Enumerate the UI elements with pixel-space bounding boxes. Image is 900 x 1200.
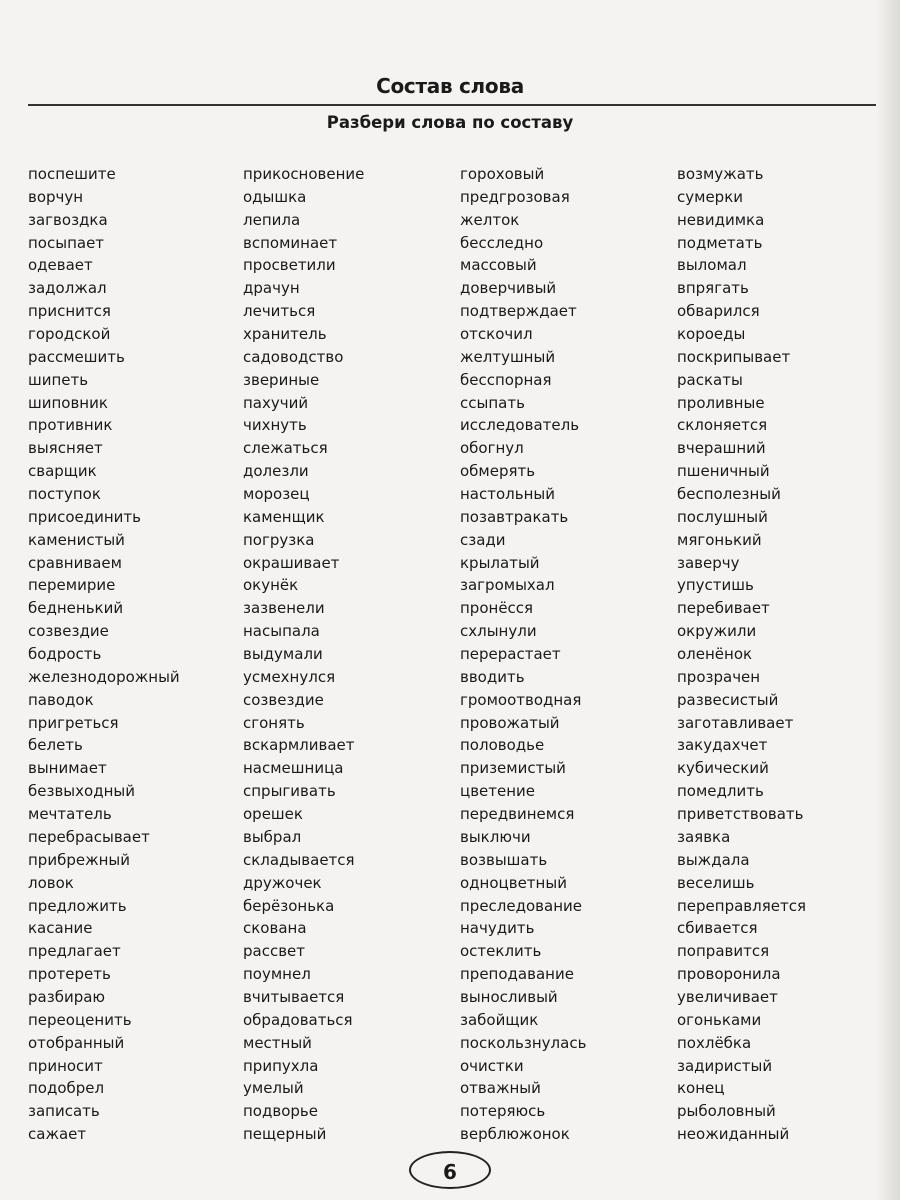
word-item: умелый [243, 1079, 304, 1098]
word-item: городской [28, 325, 111, 344]
word-item: приносит [28, 1056, 103, 1075]
word-item: обогнул [460, 439, 524, 458]
word-item: паводок [28, 690, 94, 709]
word-item: бесполезный [677, 485, 781, 504]
word-item: преследование [460, 896, 582, 915]
word-item: цветение [460, 782, 536, 801]
word-item: заявка [677, 827, 731, 846]
word-item: железнодорожный [28, 667, 180, 686]
word-item: вчитывается [243, 987, 345, 1006]
word-item: вводить [460, 667, 525, 686]
word-item: перебивает [677, 599, 770, 618]
word-item: ссыпать [460, 393, 525, 412]
word-item: шипеть [28, 370, 89, 389]
word-item: исследователь [460, 416, 580, 435]
word-item: записать [28, 1102, 100, 1121]
word-item: отскочил [460, 325, 533, 344]
word-item: местный [243, 1033, 312, 1052]
word-item: массовый [460, 256, 537, 275]
word-item: окунёк [243, 576, 299, 595]
word-item: одноцветный [460, 873, 567, 892]
word-item: хранитель [243, 325, 327, 344]
word-item: верблюжонок [460, 1125, 570, 1144]
word-item: противник [28, 416, 113, 435]
word-item: забойщик [460, 1010, 539, 1029]
word-item: мечтатель [28, 805, 112, 824]
word-item: звериные [243, 370, 320, 389]
word-column-2 [243, 163, 364, 1146]
word-item: подобрел [28, 1079, 105, 1098]
word-item: проворонила [677, 965, 781, 984]
word-item: шиповник [28, 393, 108, 412]
word-item: помедлить [677, 782, 764, 801]
word-item: обварился [677, 302, 760, 321]
word-item: приземистый [460, 759, 566, 778]
word-item: сварщик [28, 462, 97, 481]
word-item: начудить [460, 919, 535, 938]
word-item: закудахчет [677, 736, 768, 755]
word-item: перерастает [460, 645, 561, 664]
word-item: созвездие [28, 622, 109, 641]
word-item: возвышать [460, 850, 548, 869]
word-item: бедненький [28, 599, 124, 618]
word-item: пригреться [28, 713, 119, 732]
word-item: веселишь [677, 873, 755, 892]
word-item: перемирие [28, 576, 116, 595]
word-item: прибрежный [28, 850, 130, 869]
word-item: вынимает [28, 759, 107, 778]
word-item: предлагает [28, 942, 121, 961]
word-item: провожатый [460, 713, 560, 732]
word-item: приветствовать [677, 805, 804, 824]
word-item: остеклить [460, 942, 542, 961]
word-item: прикосновение [243, 165, 365, 183]
word-item: одевает [28, 256, 93, 275]
word-item: рассмешить [28, 347, 125, 366]
word-item: бесспорная [460, 370, 552, 389]
word-item: ворчун [28, 187, 84, 206]
word-item: выясняет [28, 439, 103, 458]
word-item: пронёсся [460, 599, 534, 618]
word-column-3 [460, 163, 586, 1146]
word-item: усмехнулся [243, 667, 336, 686]
word-item: вскармливает [243, 736, 355, 755]
word-item: протереть [28, 965, 111, 984]
word-item: преподавание [460, 965, 574, 984]
word-item: вчерашний [677, 439, 766, 458]
word-item: подтверждает [460, 302, 577, 321]
word-item: огоньками [677, 1010, 762, 1029]
word-item: прозрачен [677, 667, 761, 686]
word-item: перебрасывает [28, 827, 150, 846]
word-item: отобранный [28, 1033, 125, 1052]
word-item: предгрозовая [460, 187, 570, 206]
word-item: подметать [677, 233, 763, 252]
word-item: доверчивый [460, 279, 557, 298]
word-item: каменистый [28, 530, 125, 549]
word-item: сбивается [677, 919, 758, 938]
word-item: задолжал [28, 279, 107, 298]
word-item: конец [677, 1079, 725, 1098]
word-item: сгонять [243, 713, 305, 732]
word-item: громоотводная [460, 690, 582, 709]
word-item: поступок [28, 485, 101, 504]
word-item: драчун [243, 279, 300, 298]
word-item: припухла [243, 1056, 319, 1075]
word-item: желток [460, 210, 520, 229]
word-item: задиристый [677, 1056, 773, 1075]
word-item: берёзонька [243, 896, 335, 915]
word-item: настольный [460, 485, 555, 504]
word-item: склоняется [677, 416, 768, 435]
word-item: обрадоваться [243, 1010, 353, 1029]
word-item: подворье [243, 1102, 318, 1121]
word-item: неожиданный [677, 1125, 790, 1144]
word-item: потеряюсь [460, 1102, 546, 1121]
word-item: насмешница [243, 759, 344, 778]
word-item: бесследно [460, 233, 544, 252]
word-item: пшеничный [677, 462, 770, 481]
word-item: поскрипывает [677, 347, 791, 366]
word-item: мягонький [677, 530, 762, 549]
word-item: похлёбка [677, 1033, 752, 1052]
word-item: пахучий [243, 393, 309, 412]
word-item: сумерки [677, 187, 743, 206]
word-item: спрыгивать [243, 782, 336, 801]
word-item: выносливый [460, 987, 558, 1006]
word-item: безвыходный [28, 782, 135, 801]
word-item: увеличивает [677, 987, 778, 1006]
word-item: окрашивает [243, 553, 340, 572]
word-item: возмужать [677, 165, 764, 183]
word-item: лепила [243, 210, 301, 229]
word-item: складывается [243, 850, 355, 869]
word-item: поправится [677, 942, 770, 961]
word-item: обмерять [460, 462, 536, 481]
word-item: выбрал [243, 827, 302, 846]
word-item: поспешите [28, 165, 116, 183]
word-item: орешек [243, 805, 303, 824]
word-item: упустишь [677, 576, 754, 595]
word-item: отважный [460, 1079, 541, 1098]
word-item: сравниваем [28, 553, 122, 572]
word-item: посыпает [28, 233, 105, 252]
page-title: Состав слова [376, 74, 524, 98]
word-item: зазвенели [243, 599, 325, 618]
word-item: позавтракать [460, 507, 569, 526]
word-item: долезли [243, 462, 309, 481]
word-item: выждала [677, 850, 750, 869]
page-edge-shadow [876, 0, 900, 1200]
word-item: присоединить [28, 507, 141, 526]
word-column-4 [677, 163, 806, 1146]
word-item: загвоздка [28, 210, 108, 229]
word-item: дружочек [243, 873, 322, 892]
word-item: поумнел [243, 965, 311, 984]
word-item: погрузка [243, 530, 315, 549]
word-item: пещерный [243, 1125, 327, 1144]
word-item: заготавливает [677, 713, 794, 732]
word-item: слежаться [243, 439, 328, 458]
word-item: рыболовный [677, 1102, 776, 1121]
word-item: загромыхал [460, 576, 555, 595]
task-instruction: Разбери слова по составу [326, 113, 574, 132]
word-item: каменщик [243, 507, 325, 526]
word-item: просветили [243, 256, 336, 275]
word-item: выломал [677, 256, 747, 275]
word-item: послушный [677, 507, 768, 526]
word-item: вспоминает [243, 233, 338, 252]
word-item: лечиться [243, 302, 316, 321]
word-item: схлынули [460, 622, 537, 641]
word-item: переправляется [677, 896, 806, 915]
word-item: короеды [677, 325, 746, 344]
word-item: крылатый [460, 553, 540, 572]
word-item: садоводство [243, 347, 344, 366]
word-item: выключи [460, 827, 531, 846]
word-item: переоценить [28, 1010, 132, 1029]
word-item: касание [28, 919, 93, 938]
word-item: насыпала [243, 622, 320, 641]
word-item: предложить [28, 896, 127, 915]
word-item: развесистый [677, 690, 779, 709]
word-item: морозец [243, 485, 310, 504]
page-number: 6 [409, 1151, 491, 1189]
word-column-1 [28, 163, 180, 1146]
word-item: сажает [28, 1125, 87, 1144]
word-item: одышка [243, 187, 307, 206]
word-item: гороховый [460, 165, 545, 183]
word-item: кубический [677, 759, 769, 778]
word-item: передвинемся [460, 805, 575, 824]
word-item: скована [243, 919, 307, 938]
word-item: впрягать [677, 279, 749, 298]
word-item: желтушный [460, 347, 556, 366]
word-item: заверчу [677, 553, 740, 572]
word-item: рассвет [243, 942, 306, 961]
word-item: белеть [28, 736, 83, 755]
word-item: половодье [460, 736, 545, 755]
word-item: окружили [677, 622, 757, 641]
word-item: проливные [677, 393, 765, 412]
word-item: невидимка [677, 210, 765, 229]
word-item: очистки [460, 1056, 524, 1075]
word-item: оленёнок [677, 645, 753, 664]
word-item: приснится [28, 302, 111, 321]
word-item: выдумали [243, 645, 323, 664]
title-divider [28, 104, 876, 106]
word-item: чихнуть [243, 416, 307, 435]
word-item: бодрость [28, 645, 102, 664]
word-item: ловок [28, 873, 74, 892]
word-item: созвездие [243, 690, 324, 709]
word-item: сзади [460, 530, 506, 549]
word-item: разбираю [28, 987, 106, 1006]
word-item: раскаты [677, 370, 743, 389]
word-item: поскользнулась [460, 1033, 587, 1052]
